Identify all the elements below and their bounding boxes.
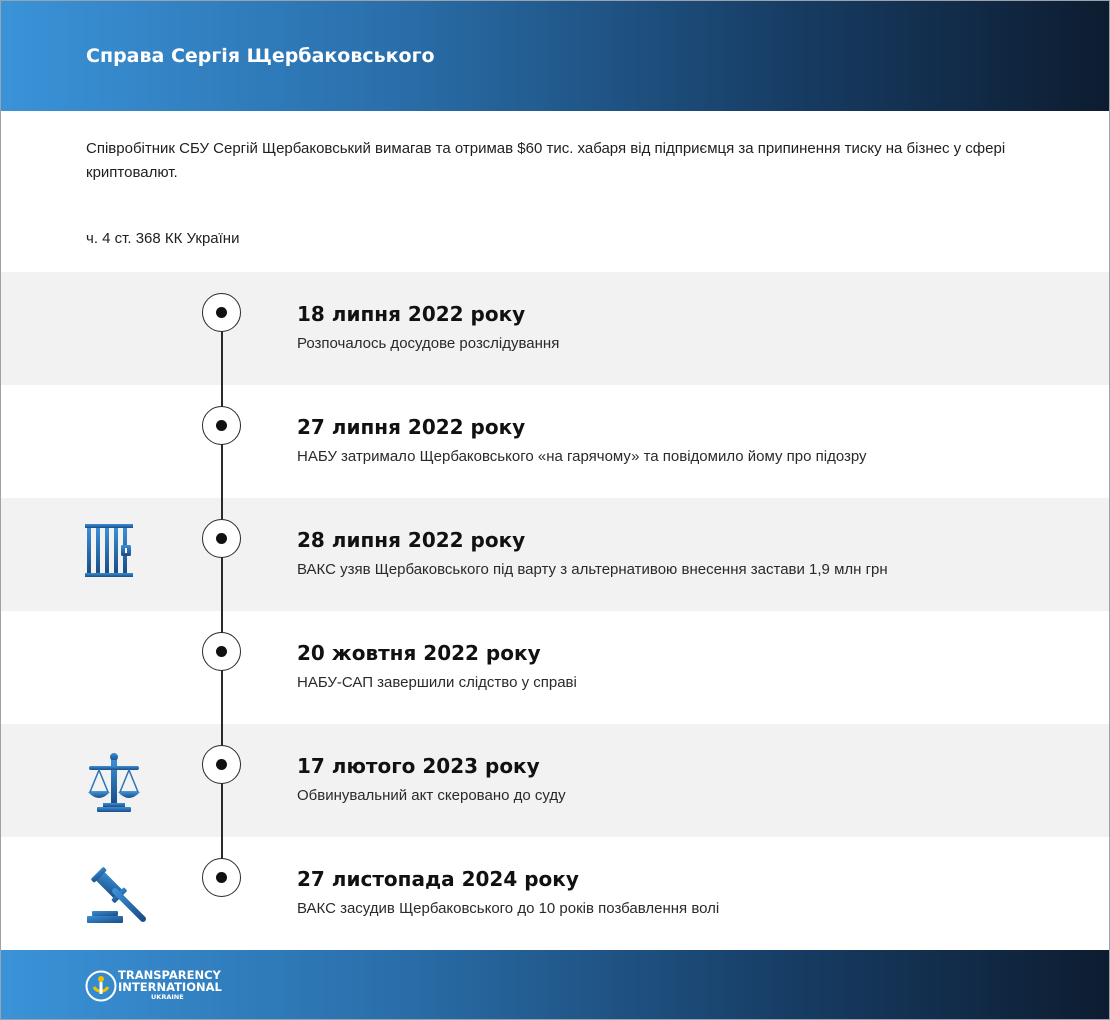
transparency-international-logo <box>85 968 235 1004</box>
timeline-row <box>1 498 1110 611</box>
timeline-node <box>202 406 241 445</box>
timeline-description: ВАКС засудив Щербаковського до 10 років позбавлення волі <box>297 900 720 917</box>
criminal-code-article: ч. 4 ст. 368 КК України <box>86 230 240 247</box>
timeline-date: 18 липня 2022 року <box>297 302 526 326</box>
timeline-description: Обвинувальний акт скеровано до суду <box>297 787 566 804</box>
logo-line-1: TRANSPARENCY <box>118 968 221 982</box>
logo-line-3: UKRAINE <box>151 993 184 1001</box>
timeline-date: 28 липня 2022 року <box>297 528 526 552</box>
ti-logo-icon <box>85 970 117 1002</box>
timeline-row <box>1 272 1110 385</box>
timeline-row <box>1 611 1110 724</box>
logo-line-2: INTERNATIONAL <box>118 980 222 994</box>
timeline-date: 27 листопада 2024 року <box>297 867 579 891</box>
timeline-description: Розпочалось досудове розслідування <box>297 335 560 352</box>
timeline-node <box>202 293 241 332</box>
timeline <box>1 272 1110 950</box>
timeline-date: 20 жовтня 2022 року <box>297 641 541 665</box>
timeline-row <box>1 724 1110 837</box>
timeline-description: НАБУ затримало Щербаковського «на гарячому» та повідомило йому про підозру <box>297 448 867 465</box>
header-banner <box>1 1 1110 111</box>
timeline-axis-line <box>221 312 223 877</box>
timeline-node <box>202 632 241 671</box>
timeline-description: ВАКС узяв Щербаковського під варту з альтернативою внесення застави 1,9 млн грн <box>297 561 888 578</box>
scales-icon <box>85 752 143 819</box>
timeline-date: 27 липня 2022 року <box>297 415 526 439</box>
case-summary: Співробітник СБУ Сергій Щербаковський вимагав та отримав $60 тис. хабаря від підприємця за припинення тиску на бізнес у сфері криптовалют. <box>86 140 1006 181</box>
timeline-row <box>1 837 1110 950</box>
timeline-node <box>202 858 241 897</box>
timeline-row <box>1 385 1110 498</box>
timeline-node <box>202 519 241 558</box>
timeline-description: НАБУ-САП завершили слідство у справі <box>297 674 577 691</box>
page-title: Справа Сергія Щербаковського <box>86 45 435 67</box>
gavel-icon <box>85 865 147 930</box>
timeline-node <box>202 745 241 784</box>
timeline-date: 17 лютого 2023 року <box>297 754 540 778</box>
jail-bars-icon <box>85 524 133 583</box>
